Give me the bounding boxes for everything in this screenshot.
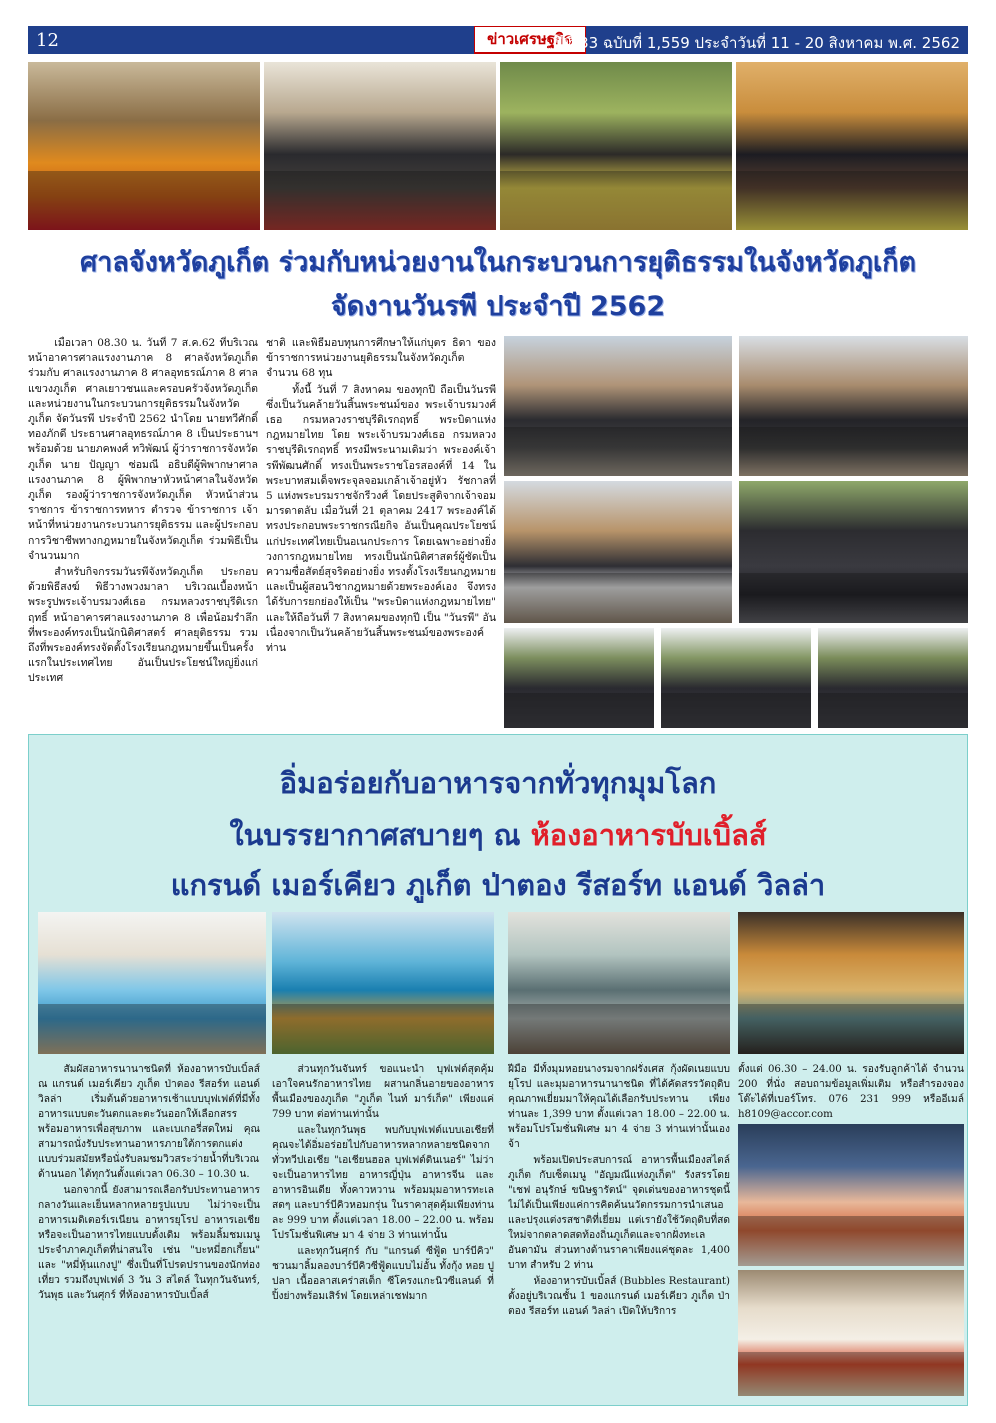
paragraph: ตั้งแต่ 06.30 – 24.00 น. รองรับลูกค้าได้ จำนวน 200 ที่นั่ง สอบถามข้อมูลเพิ่มเติม หรือสำรองจองโต๊ะได้ที่เบอร์โทร. 076 231 999 หรืออีเมล์ h8109@accor.com <box>738 1064 964 1120</box>
paragraph: นอกจากนี้ ยังสามารถเลือกรับประทานอาหารกลางวันและเย็นหลากหลายรูปแบบ ไม่ว่าจะเป็นอาหารเมดิเตอร์เรเนียน อาหารยุโรป อาหารเอเชีย หรือจะเป็นอาหารไทยแบบดั้งเดิม พร้อมลิ้มชมเมนูประจำภาคภูเก็ตที่น่าสนใจ เช่น "บะหมี่ฮกเกี้ยน" และ "หมี่หุ้นแกงปู" ซึ่งเป็นที่โปรดปรานของนักท่องเที่ยว รวมถึงบุฟเฟต์ 3 วัน 3 สไตล์ ในทุกวันจันทร์, วันพุธ และวันศุกร์ ที่ห้องอาหารบับเบิ้ลส์ <box>38 1185 260 1301</box>
article1-headline-line2: จัดงานวันรพี ประจำปี 2562 <box>330 291 666 322</box>
page-number: 12 <box>36 30 59 51</box>
article2-column-1 <box>38 1062 260 1402</box>
photo-seafood-buffet <box>508 912 730 1054</box>
photo-thai-dishes <box>738 912 964 1054</box>
photo-audience-seated <box>739 481 968 623</box>
photo-monks-ceremony <box>28 62 260 230</box>
paragraph: ส่วนทุกวันจันทร์ ขอแนะนำ บุฟเฟต์สุดคุ้มเอาใจคนรักอาหารไทย ผสานกลิ่นอายของอาหารพื้นเมืองของภูเก็ต "ภูเก็ต ไนท์ มาร์เก็ต" เพียงแค่ 799 บาท ต่อท่านเท่านั้น <box>272 1064 494 1120</box>
logo-text: ข่าวเศรษฐกิจ <box>487 30 573 48</box>
photo-crowd-1 <box>504 628 654 728</box>
photo-restaurant-interior <box>38 912 266 1054</box>
headline-prefix: ในบรรยากาศสบายๆ ณ <box>229 818 531 852</box>
photo-officials-seated <box>264 62 496 230</box>
article2-headline-line2 <box>28 812 968 858</box>
paragraph: และทุกวันศุกร์ กับ "แกรนด์ ซีฟู้ด บาร์บีคิว" ชวนมาลิ้มลองบาร์บีคิวซีฟู้ดแบบไม่อั้น ทั้งกุ้ง หอย ปู ปลา เนื้ออลาสเคร่าสเต็ก ซีโครงแกะนิวซีแลนด์ ที่ปิ้งย่างพร้อมเสิร์ฟ โดยเหล่าเชฟมาก <box>272 1246 494 1302</box>
article2-headline-line1: อิ่มอร่อยกับอาหารจากทั่วทุกมุมโลก <box>279 766 717 800</box>
article2-column-3 <box>508 1062 730 1402</box>
article2-column-2 <box>272 1062 494 1402</box>
article1-column-1 <box>28 336 258 728</box>
restaurant-name: ห้องอาหารบับเบิ้ลส์ <box>530 818 767 852</box>
paragraph: ห้องอาหารบับเบิ้ลส์ (Bubbles Restaurant) ตั้งอยู่บริเวณชั้น 1 ของแกรนด์ เมอร์เคียว ภูเก็ต ป่าตอง รีสอร์ท แอนด์ วิลล่า เปิดให้บริการ <box>508 1276 730 1317</box>
photo-group-statue-2 <box>739 336 968 476</box>
article1-headline-line1: ศาลจังหวัดภูเก็ต ร่วมกับหน่วยงานในกระบวนการยุติธรรมในจังหวัดภูเก็ต <box>79 247 917 278</box>
paragraph: ทั้งนี้ วันที่ 7 สิงหาคม ของทุกปี ถือเป็นวันรพี ซึ่งเป็นวันคล้ายวันสิ้นพระชนม์ของ พระเจ้าบรมวงศ์เธอ กรมหลวงราชบุรีดิเรกฤทธิ์ พระบิดาแห่งกฎหมายไทย โดย พระเจ้าบรมวงศ์เธอ กรมหลวงราชบุรีดิเรกฤทธิ์ ทรงมีพระนามเดิมว่า พระองค์เจ้ารพีพัฒนศักดิ์ ทรงเป็นพระราชโอรสองค์ที่ 14 ในพระบาทสมเด็จพระจุลจอมเกล้าเจ้าอยู่หัว รัชกาลที่ 5 แห่งพระบรมราชจักรีวงศ์ โดยประสูติจากเจ้าจอมมารดาตลับ เมื่อวันที่ 21 ตุลาคม 2417 พระองค์ได้ทรงประกอบพระราชกรณียกิจ อันเป็นคุณประโยชน์แก่ประเทศไทยเป็นอเนกประการ โดยเฉพาะอย่างยิ่งวงการกฎหมายไทย ทรงเป็นนักนิติศาสตร์ผู้ชัดเป็นความซื่อสัตย์สุจริตอย่างยิ่ง ทรงตั้งโรงเรียนกฎหมายและเป็นผู้สอนวิชากฎหมายด้วยพระองค์เอง จึงทรงได้รับการยกย่องให้เป็น "พระบิดาแห่งกฎหมายไทย" และให้ถือวันที่ 7 สิงหาคมของทุกปี เป็น "วันรพี" อันเนื่องจากเป็นวันคล้ายวันสิ้นพระชนม์ของพระองค์ท่าน <box>266 383 496 655</box>
article2-headline-line3: แกรนด์ เมอร์เคียว ภูเก็ต ป่าตอง รีสอร์ท แอนด์ วิลล่า <box>170 868 826 902</box>
paragraph: สัมผัสอาหารนานาชนิดที่ ห้องอาหารบับเบิ้ลส์ ณ แกรนด์ เมอร์เคียว ภูเก็ต ป่าตอง รีสอร์ท แอนด์ วิลล่า เริ่มต้นด้วยอาหารเช้าแบบบุฟเฟต์ที่มีทั้งอาหารแบบตะวันตกและตะวันออกให้เลือกสรรพร้อมอาหารเพื่อสุขภาพ และเบเกอรี่สดใหม่ คุณสามารถนั่งรับประทานอาหารภายใต้การตกแต่งแบบร่วมสมัยหรือนั่งรับลมชมวิวสระว่ายน้ำที่บริเวณด้านนอก ได้ทุกวันตั้งแต่เวลา 06.30 – 10.30 น. <box>38 1064 260 1180</box>
article1-column-2 <box>266 336 496 728</box>
article2-column-4 <box>738 1062 964 1122</box>
page-header <box>28 26 968 54</box>
photo-wreath-statue <box>500 62 732 230</box>
paragraph: ฝีมือ มีทั้งมุมหอยนางรมจากฝรั่งเศส กุ้งผัดเนยแบบยุโรป และมุมอาหารนานาชนิด ที่ได้คัดสรรวัตถุดิบคุณภาพเยี่ยมมาให้คุณได้เลือกรับประทาน เพียงท่านละ 1,399 บาท ตั้งแต่เวลา 18.00 – 22.00 น. พร้อมโปรโมชั่นพิเศษ มา 4 จ่าย 3 ท่านเท่านั้นเองจ้า <box>508 1064 730 1150</box>
photo-group-statue-1 <box>504 336 732 476</box>
paragraph: เมื่อเวลา 08.30 น. วันที่ 7 ส.ค.62 ที่บริเวณหน้าอาคารศาลแรงงานภาค 8 ศาลจังหวัดภูเก็ต ร่วมกับ ศาลแรงงานภาค 8 ศาลอุทธรณ์ภาค 8 ศาลแขวงภูเก็ต ศาลเยาวชนและครอบครัวจังหวัดภูเก็ต และหน่วยงานในกระบวนการยุติธรรมในจังหวัดภูเก็ต จัดวันรพี ประจำปี 2562 นำโดย นายทวีศักดิ์ ทองภักดี ประธานศาลอุทธรณ์ภาค 8 เป็นประธานฯ พร้อมด้วย นายภคพงศ์ ทวิพัฒน์ ผู้ว่าราชการจังหวัดภูเก็ต นาย ปัญญา ซ่อมณี อธิบดีผู้พิพากษาศาลแรงงานภาค 8 ผู้พิพากษาหัวหน้าศาลในจังหวัดภูเก็ต รองผู้ว่าราชการจังหวัดภูเก็ต หัวหน้าส่วนราชการ ข้าราชการทหาร ตำรวจ ข้าราชการ เจ้าหน้าที่หน่วยงานกระบวนการยุติธรรม และผู้ประกอบการวิชาชีพทางกฎหมายในจังหวัดภูเก็ต ร่วมพิธีเป็นจำนวนมาก <box>28 337 258 562</box>
paragraph: ชาติ และพิธีมอบทุนการศึกษาให้แก่บุตร ธิดา ของข้าราชการหน่วยงานยุติธรรมในจังหวัดภูเก็ต จำนวน 68 ทุน <box>266 337 496 380</box>
photo-seafood-platter <box>738 1124 964 1266</box>
photo-scholarship-students <box>504 481 732 623</box>
paragraph: สำหรับกิจกรรมวันรพีจังหวัดภูเก็ต ประกอบด้วยพิธีสงฆ์ พิธีวางพวงมาลา บริเวณเบื้องหน้าพระรูปพระเจ้าบรมวงศ์เธอ กรมหลวงราชบุรีดิเรกฤทธิ์ หน้าอาคารศาลแรงงานภาค 8 เพื่อน้อมรำลึกที่พระองค์ทรงเป็นนักนิติศาสตร์ ศาลยุติธรรม รวมถึงที่พระองค์ทรงจัดตั้งโรงเรียนกฎหมายขึ้นเป็นครั้งแรกในประเทศไทย อันเป็นประโยชน์ใหญ่ยิ่งแก่ประเทศ <box>28 566 258 685</box>
photo-pasta-dish <box>738 1270 964 1396</box>
photo-crowd-3 <box>818 628 968 728</box>
photo-chef-cooking <box>272 912 494 1054</box>
paragraph: พร้อมเปิดประสบการณ์ อาหารพื้นเมืองสไตล์ภูเก็ต กับเซ็ตเมนู "อัญมณีแห่งภูเก็ต" รังสรรโดย "เชฟ อนุรักษ์ ขนิษฐารัตน์" จุดเด่นของอาหารชุดนี้ไม่ได้เป็นเพียงแค่การคิดค้นนวัตกรรมการนำเสนอและปรุงแต่งรสชาติที่เยี่ยม แต่เรายังใช้วัตถุดิบที่สดใหม่จากตลาดสดท้องถิ่นภูเก็ตและจากฝั่งทะเลอันดามัน ส่วนทางด้านราคาเพียงแค่ชุดละ 1,400 บาท สำหรับ 2 ท่าน <box>508 1155 730 1271</box>
paragraph: และในทุกวันพุธ พบกับบุฟเฟต์แบบเอเชียที่คุณจะได้อิ่มอร่อยไปกับอาหารหลากหลายชนิดจากทั่วทวีปเอเชีย "เอเชียนฮอล บุฟเฟต์ดินเนอร์" ไม่ว่าจะเป็นอาหารไทย อาหารญี่ปุ่น อาหารจีน และอาหารอินเดีย ทั้งคาวหวาน พร้อมมุมอาหารทะเลสดๆ และบาร์บีคิวหอมกรุ่น ในราคาสุดคุ้มเพียงท่านละ 999 บาท ตั้งแต่เวลา 18.00 – 22.00 น. พร้อมโปรโมชั่นพิเศษ มา 4 จ่าย 3 ท่านเท่านั้น <box>272 1125 494 1241</box>
photo-crowd-2 <box>661 628 811 728</box>
issue-info: ปีที่ 33 ฉบับที่ 1,559 ประจำวันที่ 11 - 20 สิงหาคม พ.ศ. 2562 <box>554 34 960 52</box>
photo-speech-podium <box>736 62 968 230</box>
